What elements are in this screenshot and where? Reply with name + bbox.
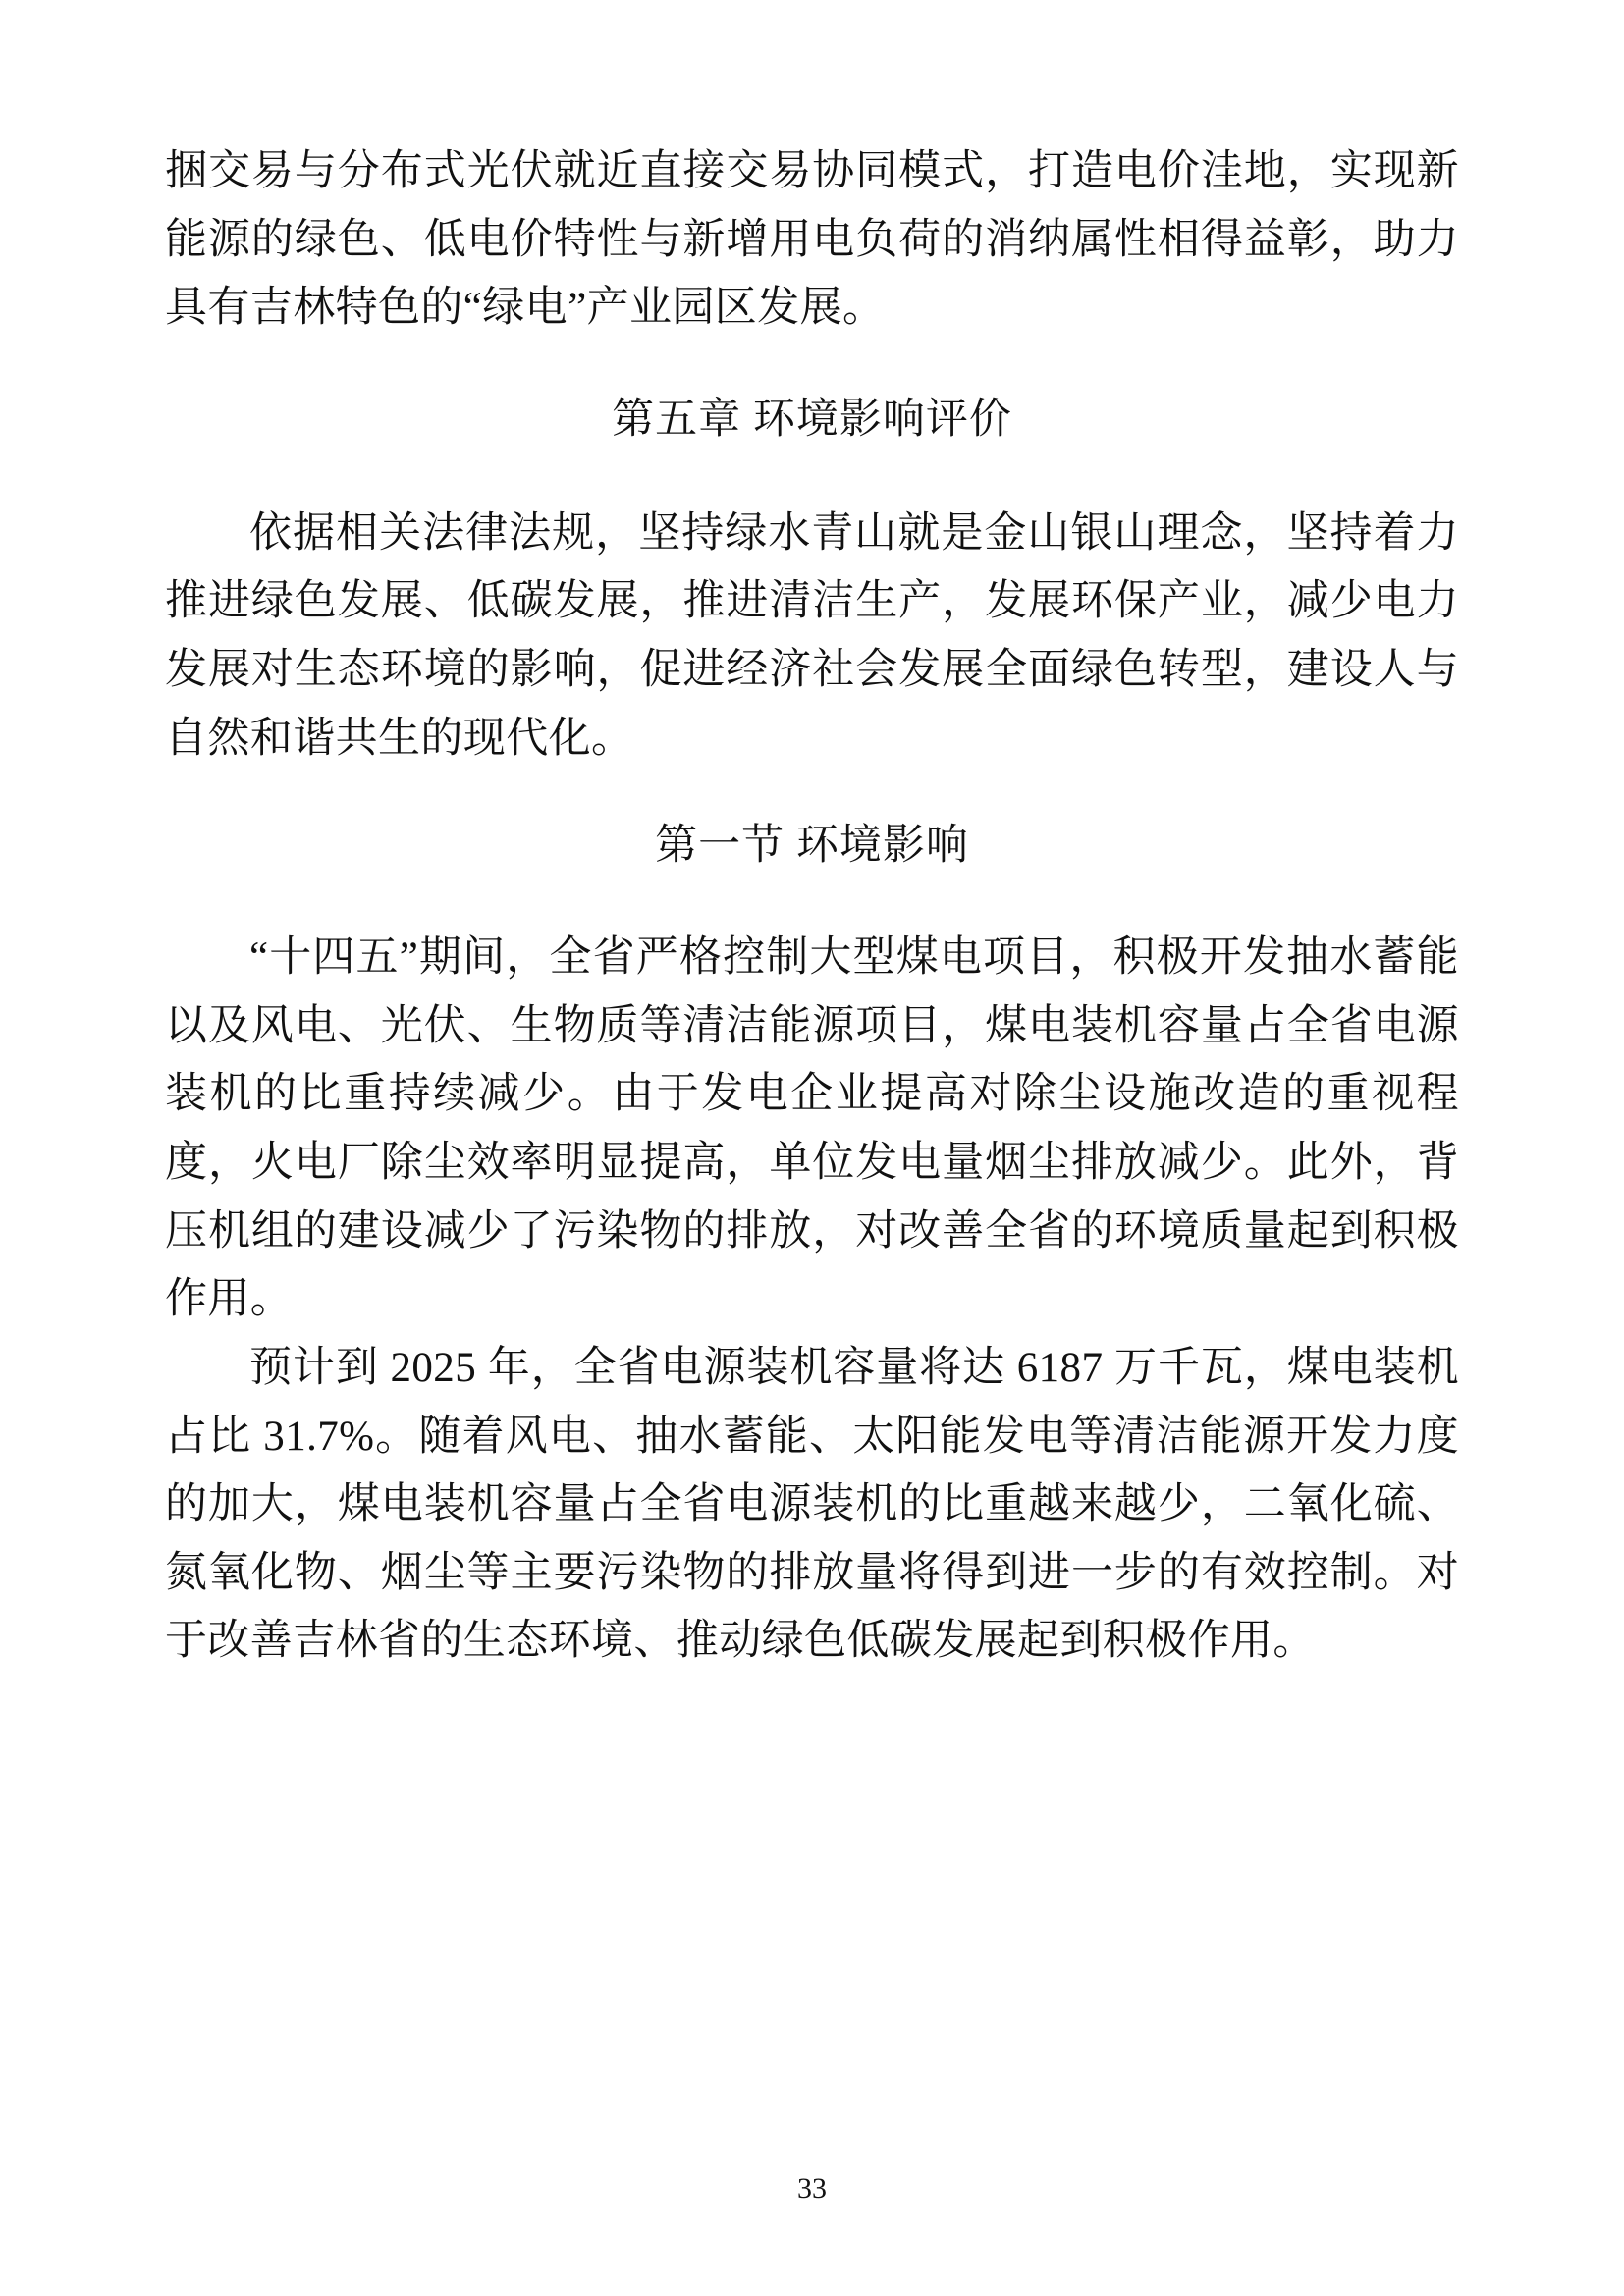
spacer-before-section-heading [165, 773, 1459, 812]
paragraph-14th-five-year: “十四五”期间，全省严格控制大型煤电项目，积极开发抽水蓄能以及风电、光伏、生物质等清洁能源项目，煤电装机容量占全省电源装机的比重持续减少。由于发电企业提高对除尘设施改造的重视程度，火电厂除尘效率明显提高，单位发电量烟尘排放减少。此外，背压机组的建设减少了污染物的排放，对改善全省的环境质量起到积极作用。 [165, 934, 1459, 1323]
spacer-after-chapter-heading [165, 454, 1459, 500]
spacer-before-chapter-heading [165, 343, 1459, 386]
page-number: 33 [797, 2172, 827, 2205]
section-heading: 第一节 环境影响 [655, 823, 969, 870]
paragraph-2025-forecast: 预计到 2025 年，全省电源装机容量将达 6187 万千瓦，煤电装机占比 31.7%。随着风电、抽水蓄能、太阳能发电等清洁能源开发力度的加大，煤电装机容量占全省电源装机的比重越来越少，二氧化硫、氮氧化物、烟尘等主要污染物的排放量将得到进一步的有效控制。对于改善吉林省的生态环境、推动绿色低碳发展起到积极作用。 [165, 1344, 1459, 1665]
spacer-after-section-heading [165, 881, 1459, 924]
paragraph-legal-basis: 依据相关法律法规，坚持绿水青山就是金山银山理念，坚持着力推进绿色发展、低碳发展，推进清洁生产，发展环保产业，减少电力发展对生态环境的影响，促进经济社会发展全面绿色转型，建设人与自然和谐共生的现代化。 [165, 509, 1459, 762]
chapter-heading: 第五章 环境影响评价 [612, 396, 1012, 443]
paragraph-continued: 捆交易与分布式光伏就近直接交易协同模式，打造电价洼地，实现新能源的绿色、低电价特性与新增用电负荷的消纳属性相得益彰，助力具有吉林特色的“绿电”产业园区发展。 [165, 148, 1459, 332]
